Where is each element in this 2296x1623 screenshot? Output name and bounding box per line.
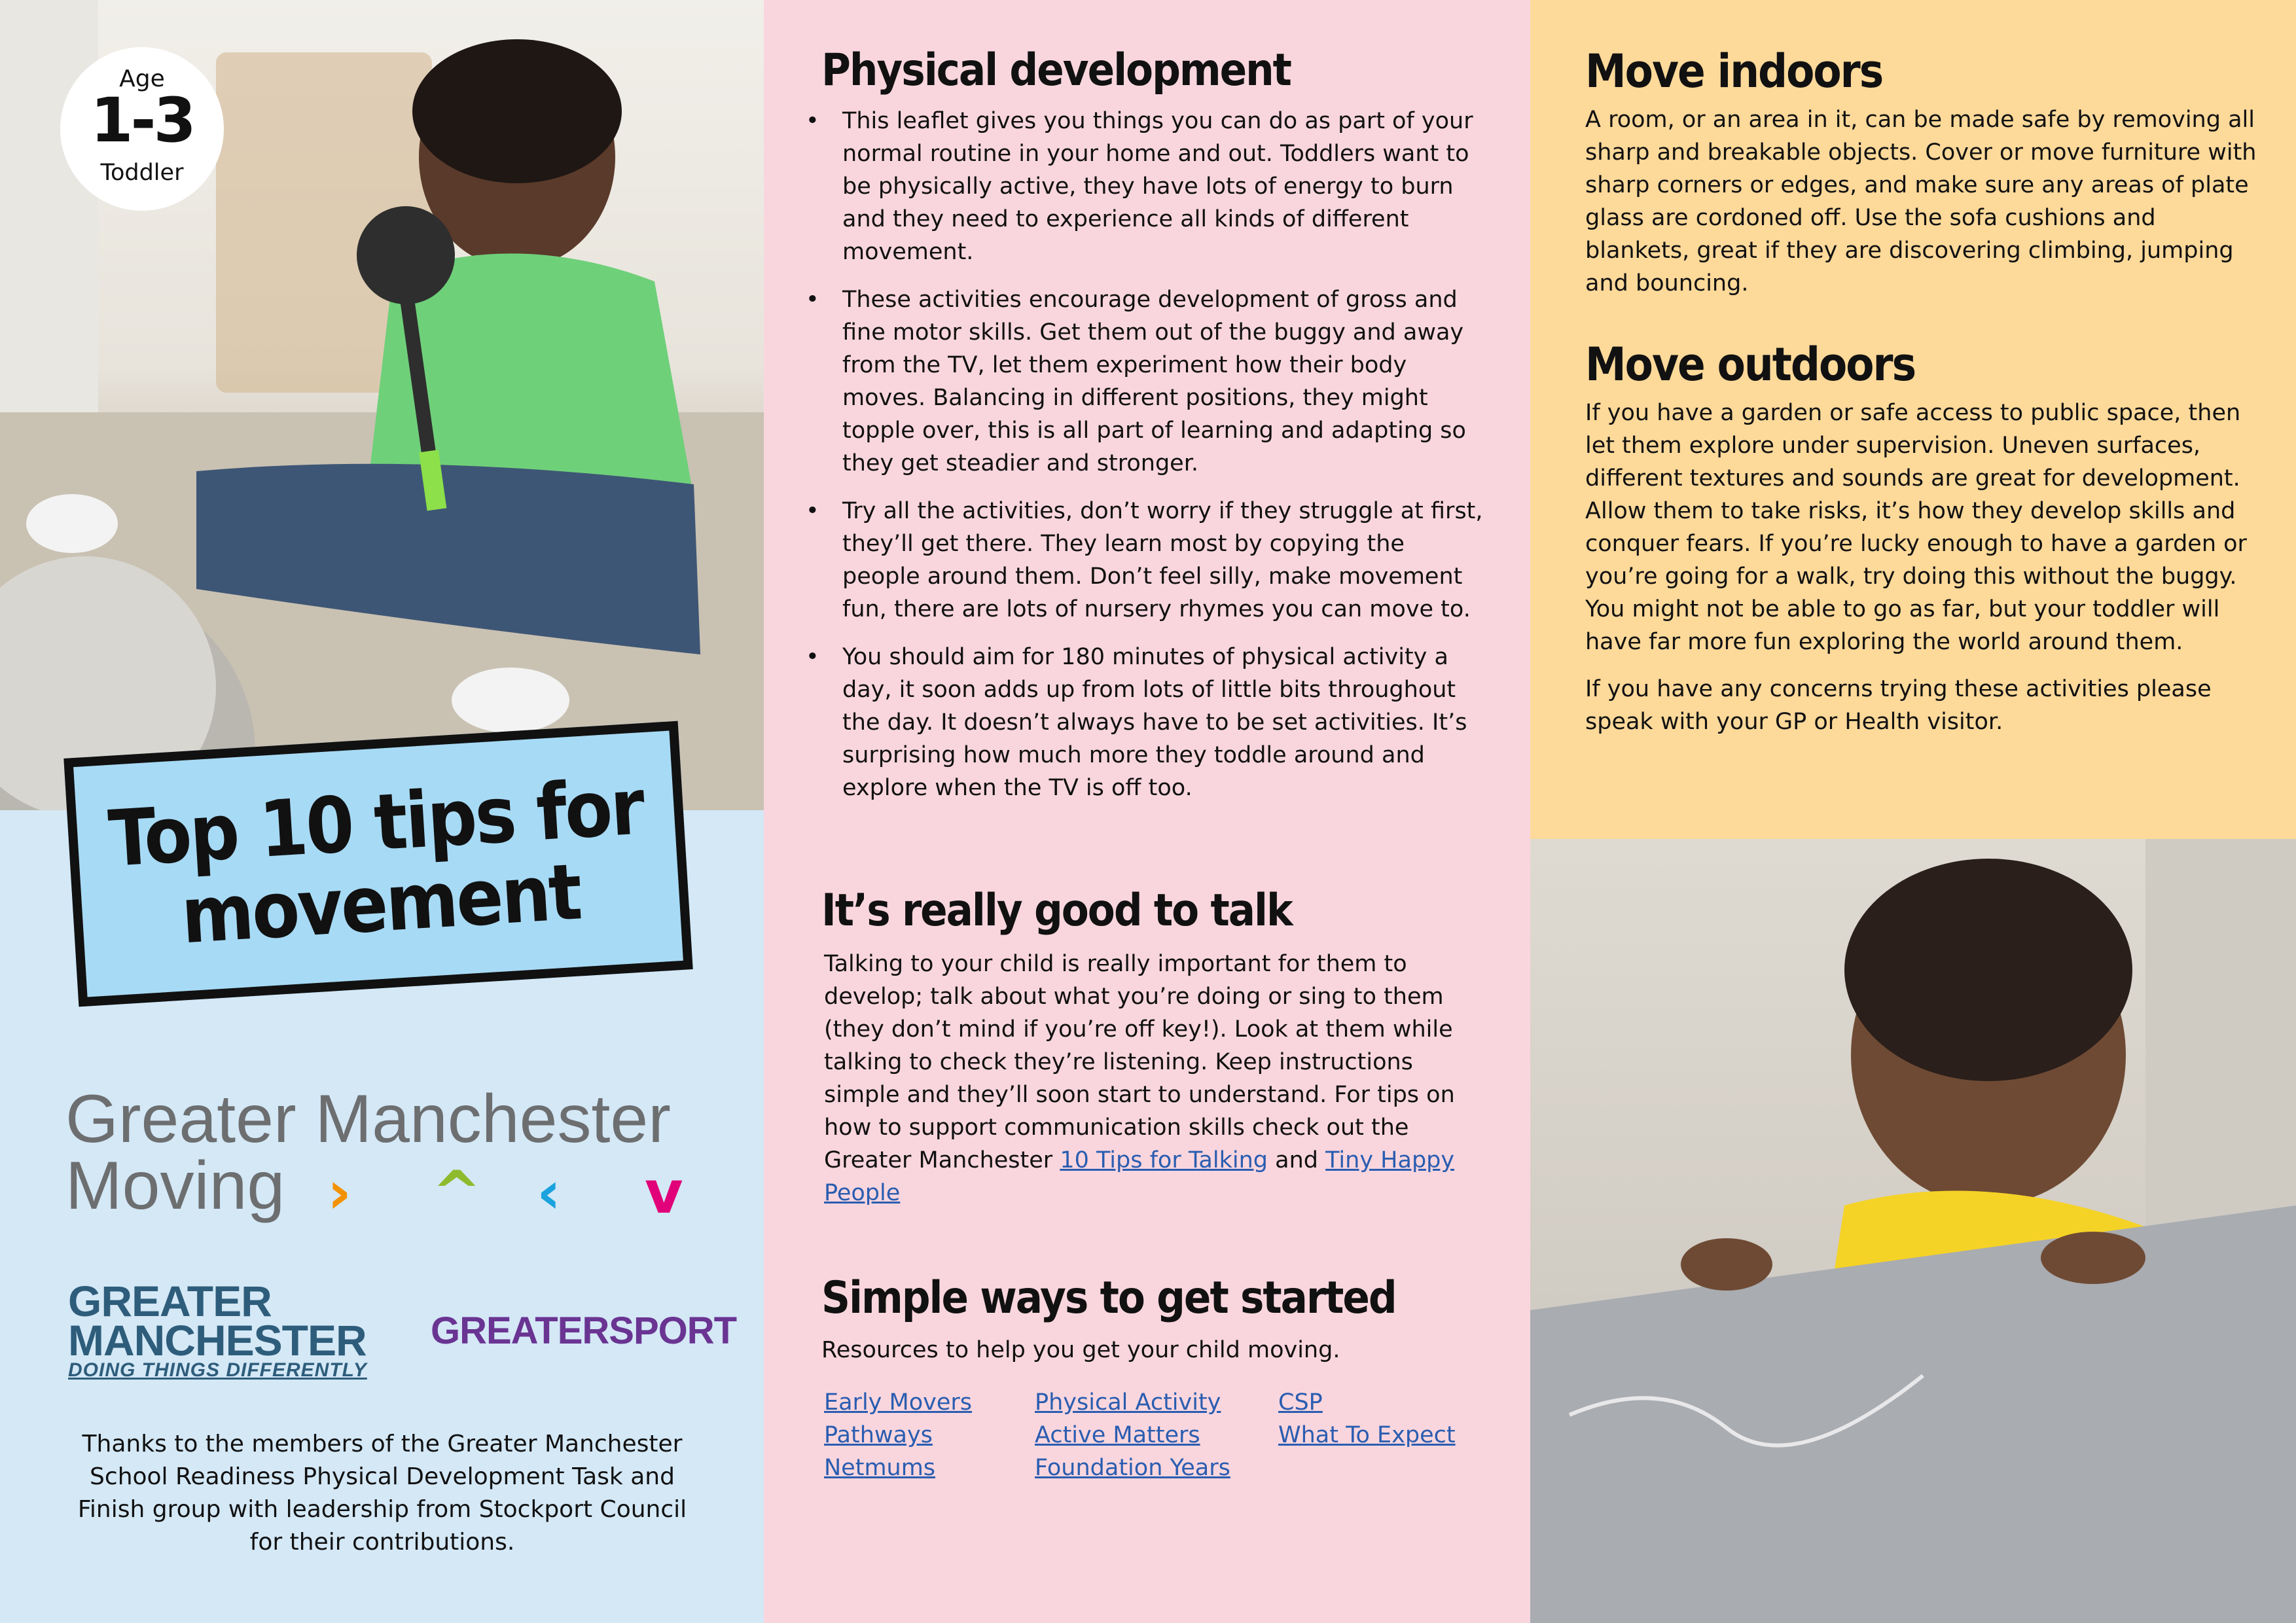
simple-ways-heading: Simple ways to get started xyxy=(821,1272,1396,1324)
orange-arrow-icon: › xyxy=(327,1158,352,1227)
right-panel xyxy=(1530,0,2296,1623)
csp-link[interactable]: CSP xyxy=(1278,1389,1323,1416)
resources-column-1 xyxy=(824,1386,972,1484)
leaflet-title-box xyxy=(63,721,692,1007)
toddler-at-table-photo xyxy=(1530,839,2296,1623)
list-item: • You should aim for 180 minutes of physical activity a day, it soon adds up from lots of little bits throughout the day. It doesn’t always have to be set activities. It’s surprising how much more they toddle around and explore when the TV is off too. xyxy=(806,641,1486,804)
gm-logo-line1: GREATER xyxy=(68,1277,272,1325)
talk-and: and xyxy=(1275,1147,1318,1173)
gm-logo-line2: MANCHESTER xyxy=(68,1316,367,1364)
list-item: • This leaflet gives you things you can do as part of your normal routine in your home and out. Toddlers want to be physically active, they have lots of energy to burn and they need to experience all kinds of different movement. xyxy=(806,105,1486,268)
physical-development-heading: Physical development xyxy=(821,45,1291,96)
move-indoors-text: A room, or an area in it, can be made safe by removing all sharp and breakable objects. Cover or move furniture with sharp corners or edges, and make sure any areas of plate glass are cordoned off. Use the sofa cushions and blankets, great if they are discovering climbing, jumping and bouncing. xyxy=(1585,107,2257,296)
greater-manchester-logo xyxy=(68,1277,367,1381)
move-outdoors-section xyxy=(1585,338,2266,738)
pathways-link[interactable]: Pathways xyxy=(824,1422,933,1448)
move-indoors-section xyxy=(1585,45,2266,300)
age-range: 1-3 xyxy=(90,85,194,156)
gm-moving-arrows xyxy=(327,1158,694,1227)
resources-column-3 xyxy=(1278,1386,1456,1452)
age-stage: Toddler xyxy=(100,160,184,186)
age-label: Age xyxy=(119,65,165,92)
active-matters-link[interactable]: Active Matters xyxy=(1035,1422,1200,1448)
gm-logo-tagline: DOING THINGS DIFFERENTLY xyxy=(68,1359,367,1381)
foundation-years-link[interactable]: Foundation Years xyxy=(1035,1455,1230,1481)
ten-tips-for-talking-link[interactable]: 10 Tips for Talking xyxy=(1060,1147,1268,1173)
move-outdoors-text: If you have a garden or safe access to public space, then let them explore under supervision. Uneven surfaces, different textures and sounds are great for development. Allow them to take risks, it’s how they develop skills and conquer fears. If you’re lucky enough to have a garden or you’re going for a walk, try doing this without the buggy. You might not be able to go as far, but your toddler will have far more fun exploring the world around them. xyxy=(1585,400,2247,655)
blue-arrow-icon: ‹ xyxy=(537,1158,562,1227)
talk-text: Talking to your child is really important for them to develop; talk about what you’re doing or sing to them (they don’t mind if you’re off key!). Look at them while talking to check they’re listening. Keep instructions simple and they’ll soon start to understand. For tips on how to support communication skills check out the Greater Manchester xyxy=(824,951,1455,1173)
physical-development-list xyxy=(806,105,1486,819)
greatersport-logo: GREATERSPORT xyxy=(431,1310,737,1352)
move-outdoors-heading: Move outdoors xyxy=(1585,338,1916,391)
left-panel xyxy=(0,0,764,1623)
resources-intro: Resources to help you get your child moving. xyxy=(821,1337,1340,1363)
tiny-happy-people-link[interactable]: Tiny Happy People xyxy=(824,1147,1455,1206)
talk-heading: It’s really good to talk xyxy=(821,885,1292,936)
pink-arrow-icon: v xyxy=(645,1158,683,1227)
leaflet-title: Top 10 tips for movement xyxy=(106,761,646,961)
talk-paragraph xyxy=(824,948,1485,1209)
concerns-text: If you have any concerns trying these activities please speak with your GP or Health visitor. xyxy=(1585,676,2212,735)
thanks-note: Thanks to the members of the Greater Manchester School Readiness Physical Development Task and Finish group with leadership from Stockport Council for their contributions. xyxy=(77,1431,687,1556)
list-item: • These activities encourage development of gross and fine motor skills. Get them out of the buggy and away from the TV, let them experiment how their body moves. Balancing in different positions, they might topple over, this is all part of learning and adapting so they get steadier and stronger. xyxy=(806,283,1486,480)
green-arrow-icon: ^ xyxy=(432,1158,482,1227)
move-indoors-heading: Move indoors xyxy=(1585,45,1883,98)
what-to-expect-link[interactable]: What To Expect xyxy=(1278,1422,1456,1448)
gm-moving-line1: Greater Manchester xyxy=(65,1081,671,1157)
middle-panel xyxy=(764,0,1530,1623)
age-badge xyxy=(60,47,224,211)
list-item: • Try all the activities, don’t worry if they struggle at first, they’ll get there. They learn most by copying the people around them. Don’t feel silly, make movement fun, there are lots of nursery rhymes you can move to. xyxy=(806,495,1486,626)
netmums-link[interactable]: Netmums xyxy=(824,1455,936,1481)
early-movers-link[interactable]: Early Movers xyxy=(824,1389,972,1416)
physical-activity-link[interactable]: Physical Activity xyxy=(1035,1389,1221,1416)
resources-column-2 xyxy=(1035,1386,1230,1484)
gm-moving-line2: Moving xyxy=(65,1147,285,1224)
toddler-table-illustration xyxy=(1530,839,2296,1623)
